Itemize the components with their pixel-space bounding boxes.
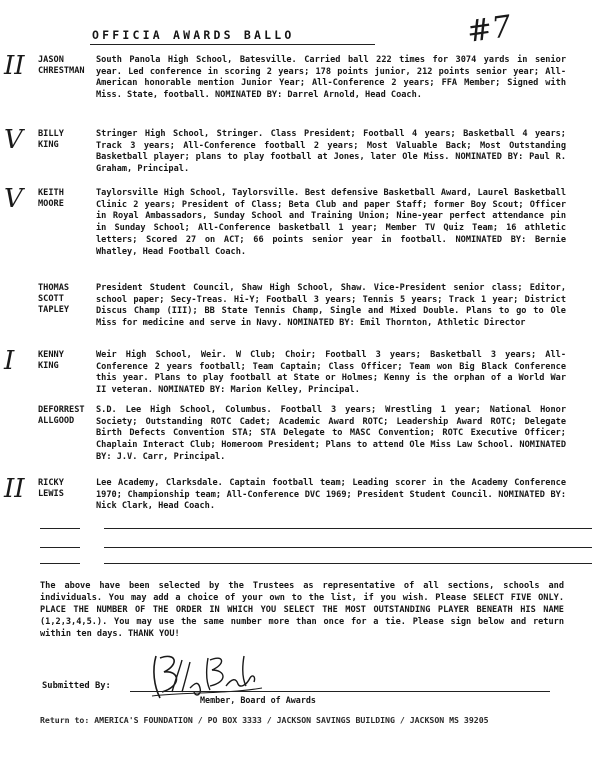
member-board-label: Member, Board of Awards	[200, 695, 316, 705]
handwritten-ranking-mark: II	[4, 51, 25, 81]
write-in-line[interactable]	[40, 563, 560, 564]
write-in-line[interactable]	[40, 547, 560, 548]
nominee-name: KEITH MOORE	[38, 188, 64, 209]
return-address: Return to: AMERICA'S FOUNDATION / PO BOX 3333 / JACKSON SAVINGS BUILDING / JACKSON MS 39205	[40, 715, 489, 725]
ballot-instructions: The above have been selected by the Trustees as representative of all sections, schools and individuals. You may add a choice of your own to the list, if you wish. Please SELECT FIVE ONLY. PLACE THE NUMBER OF THE ORDER IN WHICH YOU SELECT THE MOST OUTSTANDING PLAYER BENEATH HIS NAME (1,2,3,4,5.). You may use the same number more than once for a tie. Please sign below and return within ten days. THANK YOU!	[40, 581, 564, 639]
nominee-description: South Panola High School, Batesville. Carried ball 222 times for 3074 yards in senior year. Led conference in scoring 2 years; 178 points junior, 212 points senior year; All-American honorable mention Junior Year; All-Conference 2 years; FFA Member; Signed with Miss. State, football. NOMINATED BY: Darrel Arnold, Head Coach.	[96, 55, 566, 101]
nominee-description: Taylorsville High School, Taylorsville. Best defensive Basketball Award, Laurel Basketball Clinic 2 years; President of Class; Beta Club and paper Staff; former Boy Scout; Officer in Royal Ambassadors, Sunday School and Training Union; Nine-year perfect attendance pin in Sunday School; All-Conference basketball 1 year; Member TV Quiz Team; 16 athletic letters; Scored 27 on ACT; 66 points senior year in football. NOMINATED BY: Bernie Whatley, Head Football Coach.	[96, 188, 566, 257]
nominee-name: KENNY KING	[38, 350, 64, 371]
handwritten-ranking-mark: V	[4, 184, 23, 214]
write-in-line[interactable]	[40, 528, 560, 529]
nominee-description: Weir High School, Weir. W Club; Choir; Football 3 years; Basketball 3 years; All-Conference 2 years football; Team Captain; Class Officer; Team won Big Black Conference this year. Plans to play football at State or Holmes; Kenny is the orphan of a World War II veteran. NOMINATED BY: Marion Kelley, Principal.	[96, 350, 566, 396]
nominee-name: BILLY KING	[38, 129, 64, 150]
nominee-name: JASON CHRESTMAN	[38, 55, 85, 76]
nominee-description: Lee Academy, Clarksdale. Captain football team; Leading scorer in the Academy Conference 1970; Championship team; All-Conference DVC 1969; President Student Council. NOMINATED BY: Nick Clark, Head Coach.	[96, 478, 566, 512]
title-underline	[90, 44, 375, 45]
nominee-description: President Student Council, Shaw High School, Shaw. Vice-President senior class; Editor, school paper; Secy-Treas. Hi-Y; Football 3 years; Tennis 5 years; Track 1 year; District Discus Champ (III); BB State Tennis Champ, Single and Mixed Double. Plans to go to Ole Miss for medicine and serve in Navy. NOMINATED BY: Emil Thornton, Athletic Director	[96, 283, 566, 329]
handwritten-ranking-mark: II	[4, 474, 25, 504]
nominee-name: THOMAS SCOTT TAPLEY	[38, 283, 70, 315]
handwritten-ranking-mark: V	[4, 125, 23, 155]
signature-line[interactable]	[130, 691, 550, 692]
nominee-name: DEFORREST ALLGOOD	[38, 405, 85, 426]
ballot-title: OFFICIA AWARDS BALLO	[92, 28, 295, 42]
nominee-description: S.D. Lee High School, Columbus. Football 3 years; Wrestling 1 year; National Honor Society; Outstanding ROTC Cadet; Academic Award ROTC; Leadership Award ROTC; Delegate Birth Defects Convention STA; STA Delegate to MASC Convention; ROTC Executive Officer; Chaplain Interact Club; Homeroom President; Plans to attend Ole Miss Law School. NOMINATED BY: J.V. Carr, Principal.	[96, 405, 566, 462]
nominee-name: RICKY LEWIS	[38, 478, 64, 499]
handwritten-ranking-mark: I	[4, 346, 15, 376]
submitted-by-label: Submitted By:	[42, 681, 111, 691]
handwritten-ballot-number: #7	[464, 9, 514, 50]
nominee-description: Stringer High School, Stringer. Class President; Football 4 years; Basketball 4 years; Track 3 years; All-Conference football 2 years; Most Valuable Back; Most Outstanding Basketball player; plans to play football at Jones, later Ole Miss. NOMINATED BY: Paul R. Graham, Principal.	[96, 129, 566, 175]
